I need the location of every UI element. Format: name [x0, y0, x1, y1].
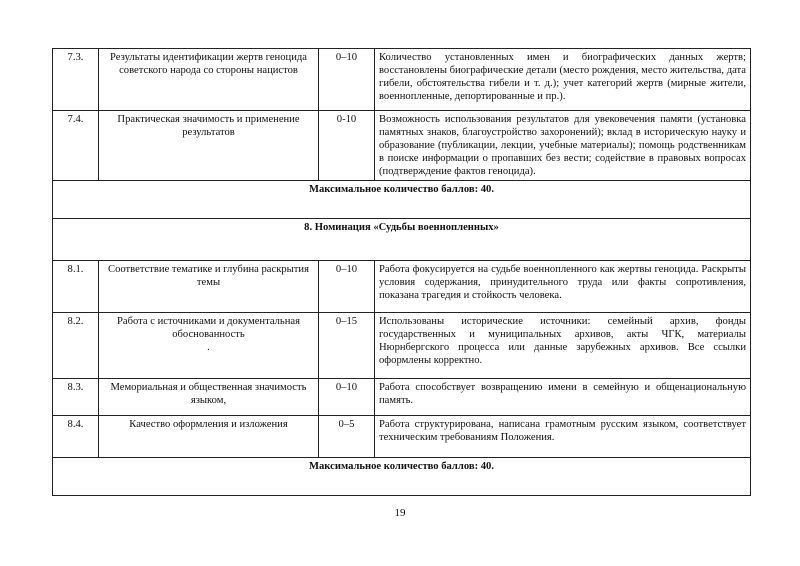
points-range: 0–15 [319, 313, 375, 379]
criterion-cell [99, 313, 319, 379]
row-number: 8.3. [53, 379, 99, 416]
nomination-heading: 8. Номинация «Судьбы военнопленных» [53, 219, 751, 261]
row-number: 7.3. [53, 49, 99, 111]
points-range: 0-10 [319, 111, 375, 181]
table-row [53, 313, 751, 379]
stray-mark: . [207, 342, 210, 353]
criterion-name: Соответствие тематике и глубина раскрытия темы [99, 261, 319, 313]
table-row [53, 416, 751, 458]
table-row [53, 219, 751, 261]
points-range: 0–10 [319, 261, 375, 313]
table-row [53, 379, 751, 416]
row-number: 7.4. [53, 111, 99, 181]
max-points-total-7: Максимальное количество баллов: 40. [53, 181, 751, 219]
points-range: 0–10 [319, 49, 375, 111]
criterion-description: Количество установленных имен и биографических данных жертв; восстановлены биографические детали (место рождения, место жительства, дата гибели, обстоятельства гибели и т. д.); учет категорий жертв (мирные жители, военнопленные, депортированные и пр.). [375, 49, 751, 111]
criterion-name: Практическая значимость и применение результатов [99, 111, 319, 181]
criterion-description: Работа фокусируется на судьбе военнопленного как жертвы геноцида. Раскрыты условия содержания, принудительного труда или факты сопротивления, показана трагедия и стойкость человека. [375, 261, 751, 313]
max-points-total-8: Максимальное количество баллов: 40. [53, 458, 751, 496]
table-row [53, 111, 751, 181]
table-row [53, 181, 751, 219]
criterion-name: Результаты идентификации жертв геноцида советского народа со стороны нацистов [99, 49, 319, 111]
points-range: 0–10 [319, 379, 375, 416]
criterion-name: Работа с источниками и документальная обоснованность [116, 316, 300, 340]
criterion-description: Работа способствует возвращению имени в семейную и общенациональную память. [375, 379, 751, 416]
criterion-description: Работа структурирована, написана грамотным русским языком, соответствует техническим требованиям Положения. [375, 416, 751, 458]
criterion-description: Возможность использования результатов для увековечения памяти (установка памятных знаков, благоустройство захоронений); вклад в историческую науку и образование (публикации, лекции, учебные материалы); помощь родственникам в поиске информации о пропавших без вести; содействие в правовых вопросах (подтверждение фактов геноцида). [375, 111, 751, 181]
page-number: 19 [394, 507, 406, 519]
criterion-description: Использованы исторические источники: семейный архив, фонды государственных и муниципальных архивов, акты ЧГК, материалы Нюрнбергского процесса или данные зарубежных архивов. Все ссылки оформлены корректно. [375, 313, 751, 379]
table-row [53, 49, 751, 111]
row-number: 8.2. [53, 313, 99, 379]
row-number: 8.1. [53, 261, 99, 313]
criterion-name: Мемориальная и общественная значимость языком, [99, 379, 319, 416]
criterion-name: Качество оформления и изложения [99, 416, 319, 458]
table-row [53, 261, 751, 313]
criteria-table [52, 48, 751, 496]
row-number: 8.4. [53, 416, 99, 458]
table-row [53, 458, 751, 496]
points-range: 0–5 [319, 416, 375, 458]
